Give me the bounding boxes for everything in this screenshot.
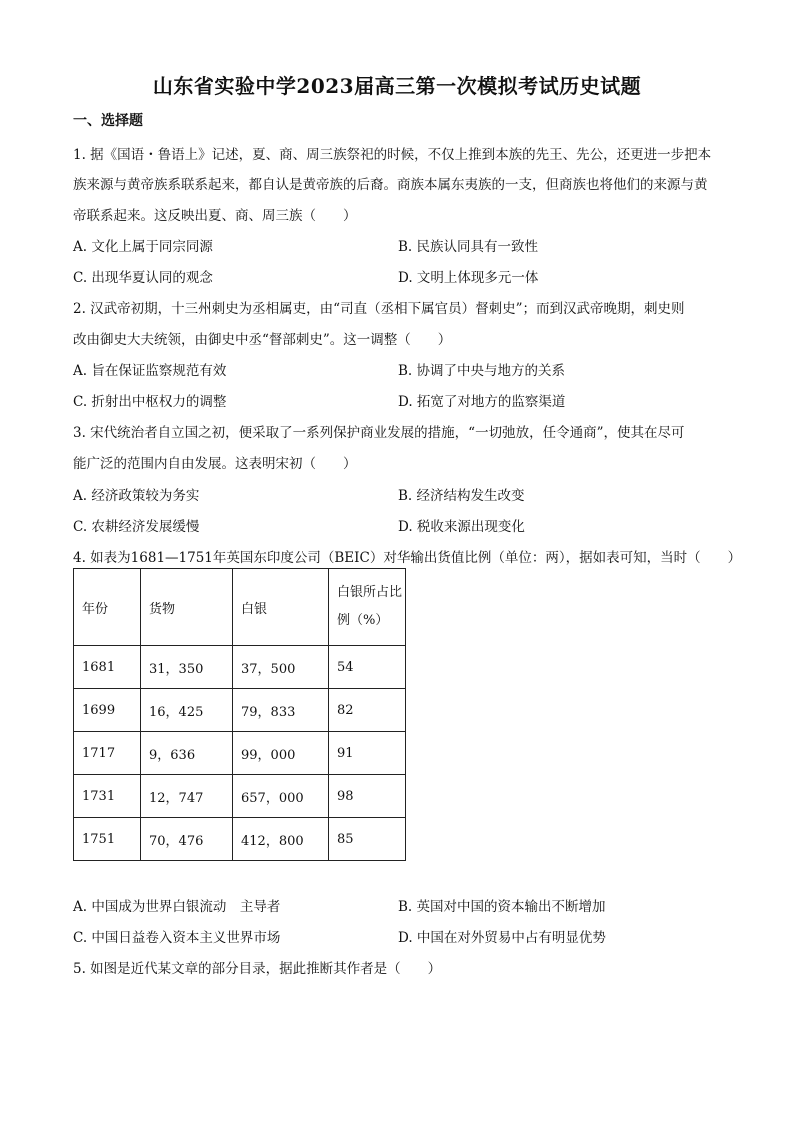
table-cell-year: 1751 [74,818,141,861]
table-cell-ratio: 82 [329,689,406,732]
q1-line-3: 帝联系起来。这反映出夏、商、周三族（ ） [73,208,357,224]
table-cell-year: 1717 [74,732,141,775]
table-cell-goods: 31，350 [141,646,233,689]
q4-option-a: A. 中国成为世界白银流动 主导者 [73,899,281,915]
table-header-silver: 白银 [233,569,329,646]
table-row [74,775,406,818]
table-header-year: 年份 [74,569,141,646]
table-cell-silver: 657，000 [233,775,329,818]
section-heading: 一、选择题 [73,113,143,129]
q3-line-1: 3. 宋代统治者自立国之初，便采取了一系列保护商业发展的措施，“一切弛放，任令通商”，使其在尽可 [73,425,685,441]
q3-option-c: C. 农耕经济发展缓慢 [73,519,200,535]
q2-option-a: A. 旨在保证监察规范有效 [73,363,227,379]
table-header-goods: 货物 [141,569,233,646]
q2-option-d: D. 拓宽了对地方的监察渠道 [398,394,566,410]
q3-option-d: D. 税收来源出现变化 [398,519,525,535]
q3-line-2: 能广泛的范围内自由发展。这表明宋初（ ） [73,456,357,472]
table-cell-year: 1699 [74,689,141,732]
q1-option-b: B. 民族认同具有一致性 [398,239,539,255]
table-cell-goods: 16，425 [141,689,233,732]
q5-line-1: 5. 如图是近代某文章的部分目录，据此推断其作者是（ ） [73,961,442,977]
q4-line-1: 4. 如表为1681—1751年英国东印度公司（BEIC）对华输出货值比例（单位：两），据如表可知，当时（ ） [73,550,742,566]
table-row [74,732,406,775]
q4-option-d: D. 中国在对外贸易中占有明显优势 [398,930,606,946]
q1-option-d: D. 文明上体现多元一体 [398,270,539,286]
q4-option-c: C. 中国日益卷入资本主义世界市场 [73,930,281,946]
q1-option-a: A. 文化上属于同宗同源 [73,239,213,255]
table-cell-ratio: 91 [329,732,406,775]
table-cell-silver: 37，500 [233,646,329,689]
q1-option-c: C. 出现华夏认同的观念 [73,270,213,286]
q3-option-a: A. 经济政策较为务实 [73,488,200,504]
silver-export-table [73,568,406,861]
table-cell-goods: 70，476 [141,818,233,861]
table-cell-ratio: 85 [329,818,406,861]
q2-option-b: B. 协调了中央与地方的关系 [398,363,566,379]
q4-option-b: B. 英国对中国的资本输出不断增加 [398,899,606,915]
table-cell-silver: 79，833 [233,689,329,732]
table-row [74,689,406,732]
q2-line-2: 改由御史大夫统领，由御史中丞“督部刺史”。这一调整（ ） [73,332,452,348]
table-header-row [74,569,406,646]
table-row [74,646,406,689]
table-cell-silver: 99，000 [233,732,329,775]
table-row [74,818,406,861]
q2-option-c: C. 折射出中枢权力的调整 [73,394,227,410]
table-cell-silver: 412，800 [233,818,329,861]
table-cell-ratio: 54 [329,646,406,689]
table-cell-goods: 12，747 [141,775,233,818]
q3-option-b: B. 经济结构发生改变 [398,488,525,504]
table-cell-year: 1731 [74,775,141,818]
table-cell-year: 1681 [74,646,141,689]
table-cell-goods: 9，636 [141,732,233,775]
table-cell-ratio: 98 [329,775,406,818]
q2-line-1: 2. 汉武帝初期，十三州刺史为丞相属吏，由“司直（丞相下属官员）督刺史”；而到汉武帝晚期，刺史则 [73,301,685,317]
exam-title: 山东省实验中学2023届高三第一次模拟考试历史试题 [152,74,642,98]
q1-line-1: 1. 据《国语・鲁语上》记述，夏、商、周三族祭祀的时候，不仅上推到本族的先王、先公，还更进一步把本 [73,147,712,163]
q1-line-2: 族来源与黄帝族系联系起来，都自认是黄帝族的后裔。商族本属东夷族的一支，但商族也将他们的来源与黄 [73,177,708,193]
table-header-ratio: 白银所占比例（%） [329,569,406,646]
